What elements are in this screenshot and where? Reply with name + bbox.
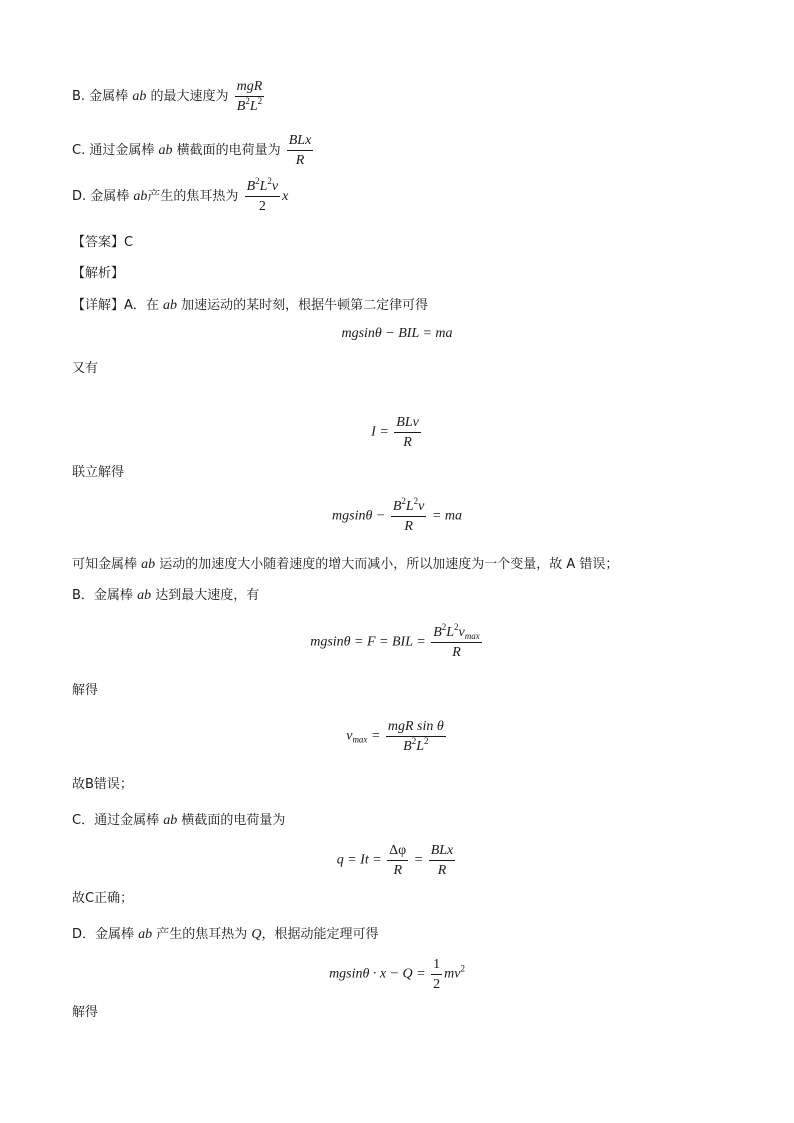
option-d-fraction: $\frac{B^2L^2v}{2}$ — [246, 176, 279, 214]
equation-7: mgsinθ · x − Q = $\frac{1}{2}$ $mv^2$ — [329, 957, 465, 992]
solve-label-1: 解得 — [72, 683, 99, 698]
detail-a: 【详解】A．在 ab 加速运动的某时刻，根据牛顿第二定律可得 — [72, 298, 429, 313]
equation-6: q = It = $\frac{\Delta\varphi}{R}$ = $\frac{\text{BLx}}{R}$ — [336, 843, 454, 878]
option-b: B. 金属棒 ab 的最大速度为 $\frac{\text{mgR}}{B^2L^2}$ — [72, 79, 263, 114]
equation-3: mgsinθ − $\frac{B^2L^2v}{R}$ = ma — [332, 496, 462, 534]
detail-b: B．金属棒 ab 达到最大速度，有 — [72, 588, 260, 603]
equation-1: mgsinθ − BIL = ma — [341, 326, 453, 341]
combine-label: 联立解得 — [72, 465, 125, 480]
detail-d: D．金属棒 ab 产生的焦耳热为 Q，根据动能定理可得 — [72, 927, 379, 942]
answer-value: C — [124, 235, 134, 250]
detail-c: C．通过金属棒 ab 横截面的电荷量为 — [72, 813, 286, 828]
conclusion-a: 可知金属棒 ab 运动的加速度大小随着速度的增大而减小，所以加速度为一个变量，故 A 错误； — [72, 557, 619, 572]
answer-label: 【答案】 — [72, 235, 125, 250]
option-d: D. 金属棒 ab产生的焦耳热为 $\frac{B^2L^2v}{2}$ x — [72, 176, 289, 214]
analysis-label: 【解析】 — [72, 266, 125, 281]
equation-4: mgsinθ = F = BIL = $\frac{B^2L^2v_{max}}{R}$ — [310, 622, 480, 660]
answer-line — [72, 234, 133, 252]
option-b-fraction: $\frac{\text{mgR}}{B^2L^2}$ — [236, 79, 263, 114]
c-conclusion: 故C正确； — [72, 891, 134, 906]
option-c: C. 通过金属棒 ab 横截面的电荷量为 $\frac{\text{BLx}}{R}$ — [72, 133, 312, 168]
b-conclusion: 故B错误； — [72, 777, 133, 792]
equation-2: I = $\frac{\text{BLv}}{R}$ — [371, 415, 419, 450]
option-c-fraction: $\frac{\text{BLx}}{R}$ — [288, 133, 312, 168]
also-label: 又有 — [72, 361, 99, 376]
solve-label-2: 解得 — [72, 1005, 99, 1020]
equation-5: $v_{max}$ = $\frac{\text{mgR sin θ}}{B^2L^2}$ — [346, 719, 444, 754]
